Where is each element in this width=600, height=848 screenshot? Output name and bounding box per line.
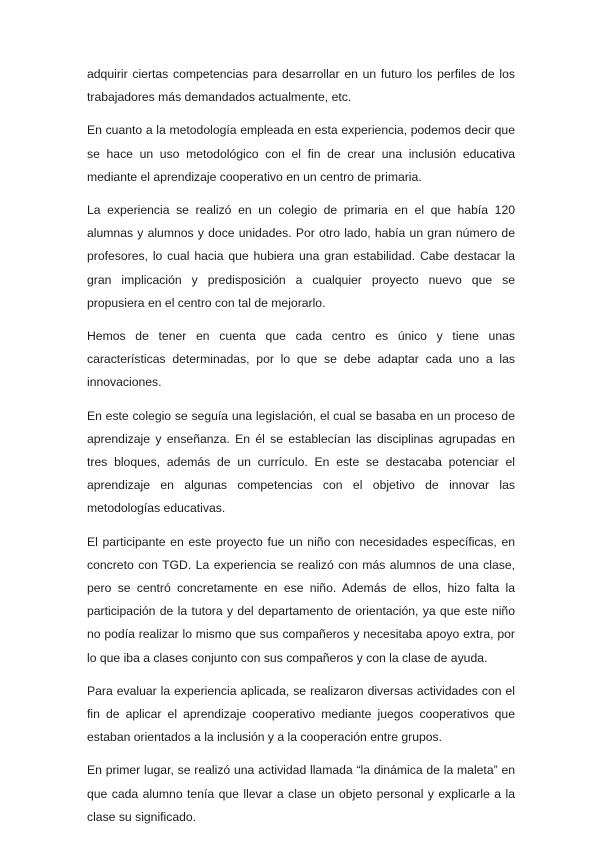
paragraph-3: La experiencia se realizó en un colegio de primaria en el que había 120 alumnas y alumnos y doce unidades. Por otro lado, había un gran número de profesores, lo cual hacia que hubiera una gran estabilidad. Cabe destacar la gran implicación y predisposición a cualquier proyecto nuevo que se propusiera en el centro con tal de mejorarlo. — [87, 203, 515, 310]
paragraph-1: adquirir ciertas competencias para desarrollar en un futuro los perfiles de los trabajadores más demandados actualmente, etc. — [87, 67, 515, 105]
paragraph-8: En primer lugar, se realizó una actividad llamada “la dinámica de la maleta” en que cada alumno tenía que llevar a clase un objeto personal y explicarle a la clase su significado. — [87, 763, 515, 824]
document-body — [87, 63, 515, 839]
paragraph-2: En cuanto a la metodología empleada en esta experiencia, podemos decir que se hace un uso metodológico con el fin de crear una inclusión educativa mediante el aprendizaje cooperativo en un centro de primaria. — [87, 123, 515, 184]
paragraph-7: Para evaluar la experiencia aplicada, se realizaron diversas actividades con el fin de aplicar el aprendizaje cooperativo mediante juegos cooperativos que estaban orientados a la inclusión y a la cooperación entre grupos. — [87, 683, 515, 745]
paragraph-4: Hemos de tener en cuenta que cada centro es único y tiene unas características determinadas, por lo que se debe adaptar cada uno a las innovaciones. — [87, 329, 515, 390]
paragraph-6: El participante en este proyecto fue un niño con necesidades específicas, en concreto con TGD. La experiencia se realizó con más alumnos de una clase, pero se centró concretamente en ese niño. Además de ellos, hizo falta la participación de la tutora y del departamento de orientación, ya que este niño no podía realizar lo mismo que sus compañeros y necesitaba apoyo extra, por lo que iba a clases conjunto con sus compañeros y con la clase de ayuda. — [87, 534, 515, 665]
paragraph-5: En este colegio se seguía una legislación, el cual se basaba en un proceso de aprendizaje y enseñanza. En él se establecían las disciplinas agrupadas en tres bloques, además de un currículo. En este se destacaba potenciar el aprendizaje en algunas competencias con el objetivo de innovar las metodologías educativas. — [87, 408, 515, 516]
